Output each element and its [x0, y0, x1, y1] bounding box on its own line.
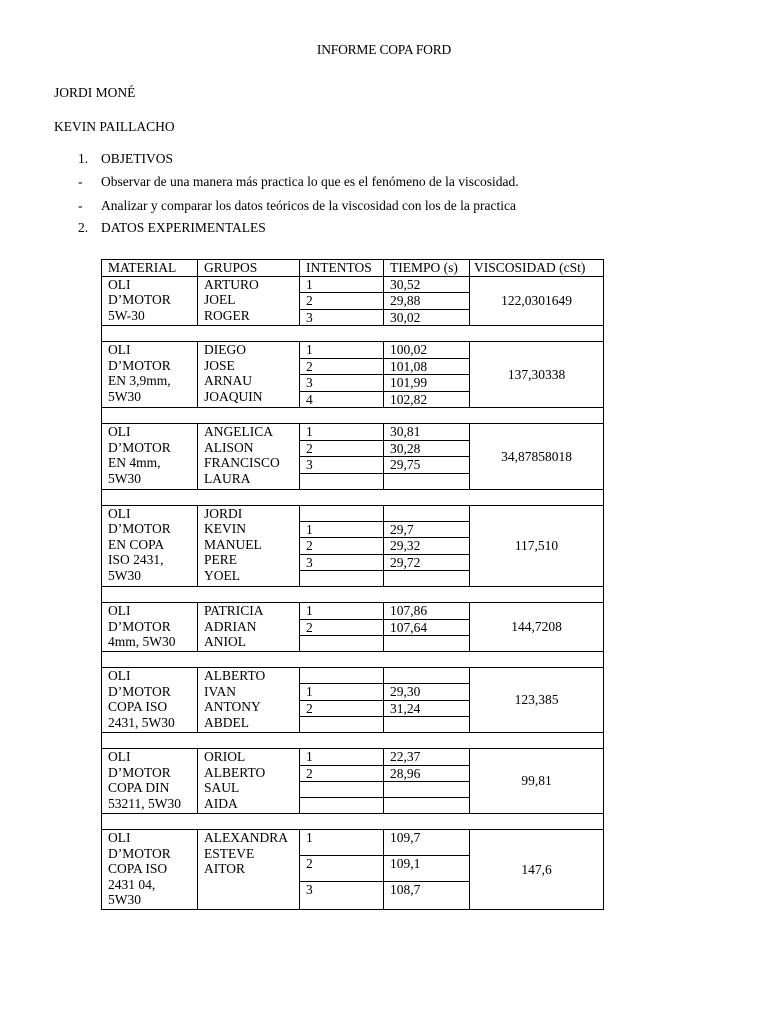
attempt-cell: 4: [300, 391, 384, 408]
material-cell: [102, 668, 198, 733]
material-line: 5W30: [108, 470, 141, 486]
table-row: [102, 668, 604, 684]
group-member: ARTURO: [204, 276, 259, 292]
material-line: D’MOTOR: [108, 764, 171, 780]
material-cell: [102, 830, 198, 910]
table-spacer-row: [102, 408, 604, 424]
bullet-item: [78, 198, 516, 214]
table-row: [102, 276, 604, 293]
group-member: AIDA: [204, 795, 238, 811]
material-line: EN 4mm,: [108, 455, 161, 470]
group-member: ABDEL: [204, 714, 249, 730]
time-cell: [384, 798, 470, 814]
viscosity-cell: 147,6: [470, 830, 604, 910]
time-cell: [384, 782, 470, 798]
material-cell: [102, 424, 198, 490]
material-line: 53211, 5W30: [108, 795, 181, 811]
time-cell: [384, 668, 470, 684]
material-line: 2431, 5W30: [108, 714, 175, 730]
table-header-cell: VISCOSIDAD (cSt): [470, 260, 604, 277]
attempt-cell: [300, 636, 384, 652]
material-line: OLI: [108, 276, 131, 292]
material-line: EN COPA: [108, 536, 165, 552]
group-member: ALBERTO: [204, 668, 266, 683]
material-cell: [102, 505, 198, 587]
time-cell: [384, 473, 470, 489]
material-cell: [102, 603, 198, 652]
attempt-cell: 2: [300, 856, 384, 882]
table-row: [102, 603, 604, 620]
group-member: ORIOL: [204, 749, 246, 764]
time-cell: 30,02: [384, 309, 470, 326]
bullet-marker: -: [78, 198, 83, 213]
time-cell: 101,99: [384, 375, 470, 392]
group-member: YOEL: [204, 567, 240, 583]
spacer-cell: [102, 733, 604, 749]
attempt-cell: 1: [300, 603, 384, 620]
groups-cell: [198, 830, 300, 910]
time-cell: 107,86: [384, 603, 470, 620]
viscosity-cell: 137,30338: [470, 342, 604, 408]
group-member: KEVIN: [204, 521, 246, 536]
time-cell: [384, 636, 470, 652]
time-cell: 31,24: [384, 700, 470, 717]
attempt-cell: 1: [300, 521, 384, 538]
bullet-item: [78, 174, 519, 190]
group-member: AITOR: [204, 861, 246, 876]
attempt-cell: 1: [300, 830, 384, 856]
group-member: ESTEVE: [204, 845, 255, 861]
group-member: JOAQUIN: [204, 388, 263, 404]
material-line: COPA ISO: [108, 861, 168, 876]
material-cell: [102, 749, 198, 814]
viscosity-cell: 123,385: [470, 668, 604, 733]
table-row: [102, 505, 604, 521]
groups-cell: [198, 342, 300, 408]
material-line: ISO 2431,: [108, 552, 164, 567]
attempt-cell: [300, 473, 384, 489]
groups-cell: [198, 424, 300, 490]
material-line: OLI: [108, 668, 131, 683]
time-cell: [384, 505, 470, 521]
material-line: 5W-30: [108, 307, 145, 323]
group-member: ADRIAN: [204, 618, 257, 634]
document-title: INFORME COPA FORD: [316, 42, 452, 57]
groups-cell: [198, 505, 300, 587]
attempt-cell: 1: [300, 684, 384, 701]
material-line: D’MOTOR: [108, 292, 171, 307]
attempt-cell: 3: [300, 882, 384, 910]
attempt-cell: 3: [300, 375, 384, 392]
experimental-data-table: [101, 259, 604, 910]
bullet-text: Analizar y comparar los datos teóricos de la viscosidad con los de la practica: [101, 198, 516, 213]
spacer-cell: [102, 326, 604, 342]
group-member: MANUEL: [204, 536, 262, 552]
attempt-cell: 2: [300, 440, 384, 457]
material-line: 5W30: [108, 388, 141, 404]
material-line: D’MOTOR: [108, 521, 171, 536]
time-cell: 29,88: [384, 293, 470, 310]
group-member: ANTONY: [204, 699, 261, 714]
viscosity-cell: 34,87858018: [470, 424, 604, 490]
material-line: OLI: [108, 830, 131, 845]
attempt-cell: 2: [300, 538, 384, 555]
table-spacer-row: [102, 733, 604, 749]
attempt-cell: 2: [300, 765, 384, 782]
table-spacer-row: [102, 489, 604, 505]
attempt-cell: 1: [300, 424, 384, 441]
table-spacer-row: [102, 587, 604, 603]
section-heading-datos: [78, 220, 266, 236]
group-member: SAUL: [204, 780, 240, 795]
time-cell: 109,7: [384, 830, 470, 856]
section-number: 2.: [78, 220, 89, 235]
attempt-cell: 3: [300, 309, 384, 326]
attempt-cell: [300, 668, 384, 684]
section-heading-objetivos: [78, 151, 174, 167]
group-member: ROGER: [204, 307, 250, 323]
attempt-cell: [300, 717, 384, 733]
table-row: [102, 749, 604, 766]
table-spacer-row: [102, 326, 604, 342]
material-line: D’MOTOR: [108, 439, 171, 455]
table-spacer-row: [102, 652, 604, 668]
attempt-cell: 2: [300, 293, 384, 310]
time-cell: 29,7: [384, 521, 470, 538]
time-cell: 29,30: [384, 684, 470, 701]
material-line: OLI: [108, 505, 131, 521]
table-row: [102, 830, 604, 856]
attempt-cell: 1: [300, 749, 384, 766]
attempt-cell: [300, 798, 384, 814]
viscosity-cell: 99,81: [470, 749, 604, 814]
time-cell: 30,28: [384, 440, 470, 457]
attempt-cell: 3: [300, 554, 384, 571]
groups-cell: [198, 603, 300, 652]
material-line: OLI: [108, 603, 131, 618]
material-cell: [102, 276, 198, 326]
spacer-cell: [102, 652, 604, 668]
material-line: D’MOTOR: [108, 357, 171, 373]
time-cell: 30,81: [384, 424, 470, 441]
author-name: KEVIN PAILLACHO: [54, 119, 175, 134]
time-cell: 109,1: [384, 856, 470, 882]
group-member: ALBERTO: [204, 764, 266, 780]
group-member: ALISON: [204, 439, 254, 455]
time-cell: 108,7: [384, 882, 470, 910]
group-member: LAURA: [204, 470, 251, 486]
group-member: ANIOL: [204, 634, 246, 649]
viscosity-cell: 122,0301649: [470, 276, 604, 326]
author-name: JORDI MONÉ: [54, 85, 136, 100]
attempt-cell: 2: [300, 619, 384, 636]
section-label: DATOS EXPERIMENTALES: [101, 220, 266, 235]
group-member: DIEGO: [204, 342, 246, 357]
group-member: ALEXANDRA: [204, 830, 288, 845]
time-cell: 102,82: [384, 391, 470, 408]
time-cell: 29,72: [384, 554, 470, 571]
section-number: 1.: [78, 151, 89, 166]
attempt-cell: [300, 505, 384, 521]
time-cell: 29,75: [384, 457, 470, 474]
group-member: JORDI: [204, 505, 243, 521]
group-member: PATRICIA: [204, 603, 264, 618]
spacer-cell: [102, 587, 604, 603]
bullet-text: Observar de una manera más practica lo que es el fenómeno de la viscosidad.: [101, 174, 519, 189]
spacer-cell: [102, 408, 604, 424]
time-cell: 100,02: [384, 342, 470, 359]
groups-cell: [198, 668, 300, 733]
table-row: [102, 342, 604, 359]
group-member: ARNAU: [204, 373, 253, 388]
table-header-row: [102, 260, 604, 277]
attempt-cell: [300, 782, 384, 798]
groups-cell: [198, 276, 300, 326]
group-member: JOEL: [204, 292, 236, 307]
material-line: EN 3,9mm,: [108, 373, 171, 388]
table-row: [102, 424, 604, 441]
spacer-cell: [102, 489, 604, 505]
material-line: D’MOTOR: [108, 683, 171, 699]
group-member: FRANCISCO: [204, 455, 280, 470]
time-cell: [384, 717, 470, 733]
attempt-cell: 2: [300, 358, 384, 375]
table-header-cell: INTENTOS: [300, 260, 384, 277]
material-cell: [102, 342, 198, 408]
material-line: OLI: [108, 749, 131, 764]
material-line: D’MOTOR: [108, 845, 171, 861]
time-cell: [384, 571, 470, 587]
material-line: D’MOTOR: [108, 618, 171, 634]
group-member: JOSE: [204, 357, 235, 373]
material-line: OLI: [108, 342, 131, 357]
viscosity-cell: 144,7208: [470, 603, 604, 652]
material-line: OLI: [108, 424, 131, 439]
table-header-cell: TIEMPO (s): [384, 260, 470, 277]
table-header-cell: MATERIAL: [102, 260, 198, 277]
time-cell: 29,32: [384, 538, 470, 555]
spacer-cell: [102, 814, 604, 830]
attempt-cell: 2: [300, 700, 384, 717]
table-header-cell: GRUPOS: [198, 260, 300, 277]
bullet-marker: -: [78, 174, 83, 189]
group-member: ANGELICA: [204, 424, 273, 439]
groups-cell: [198, 749, 300, 814]
viscosity-cell: 117,510: [470, 505, 604, 587]
section-label: OBJETIVOS: [101, 151, 174, 166]
material-line: 5W30: [108, 892, 141, 907]
material-line: 4mm, 5W30: [108, 634, 176, 649]
material-line: 5W30: [108, 567, 141, 583]
time-cell: 101,08: [384, 358, 470, 375]
material-line: 2431 04,: [108, 876, 156, 892]
attempt-cell: [300, 571, 384, 587]
material-line: COPA ISO: [108, 699, 168, 714]
group-member: IVAN: [204, 683, 237, 699]
time-cell: 30,52: [384, 276, 470, 293]
attempt-cell: 3: [300, 457, 384, 474]
time-cell: 28,96: [384, 765, 470, 782]
table-spacer-row: [102, 814, 604, 830]
time-cell: 22,37: [384, 749, 470, 766]
attempt-cell: 1: [300, 276, 384, 293]
time-cell: 107,64: [384, 619, 470, 636]
attempt-cell: 1: [300, 342, 384, 359]
group-member: PERE: [204, 552, 238, 567]
material-line: COPA DIN: [108, 780, 170, 795]
